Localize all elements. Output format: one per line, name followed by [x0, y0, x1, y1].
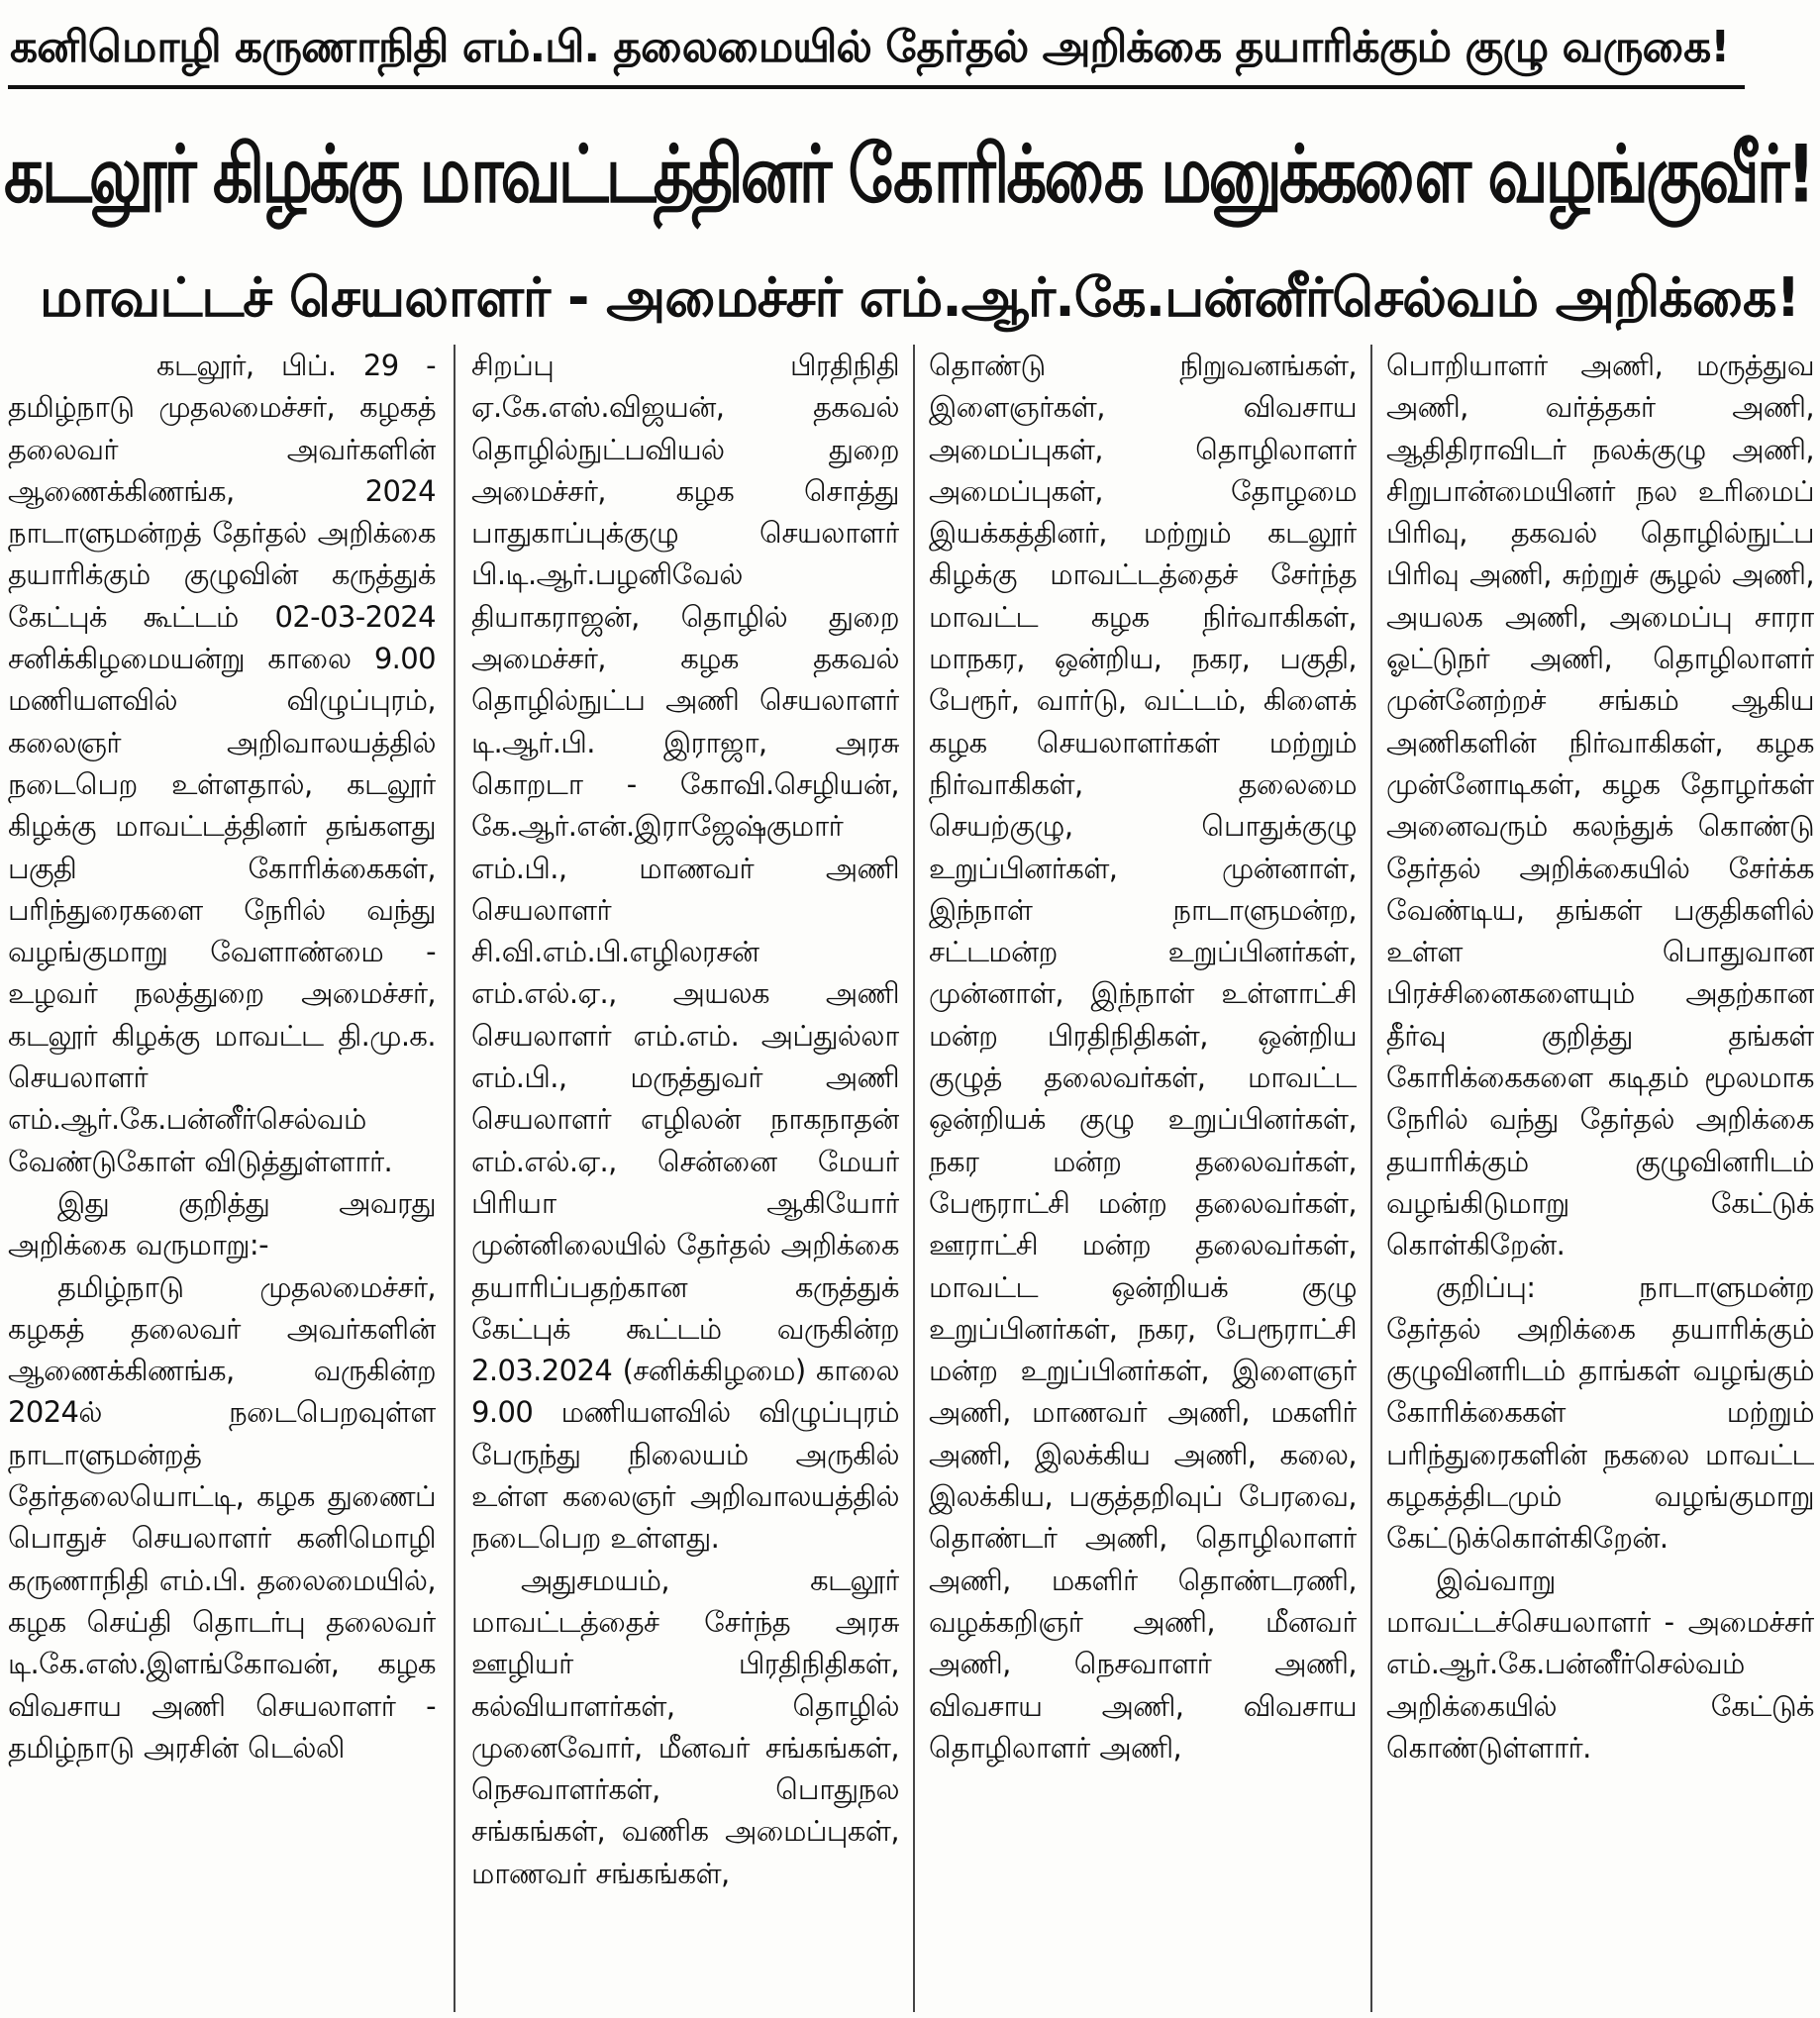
body-paragraph: இது குறித்து அவரது அறிக்கை வருமாறு:-	[8, 1185, 436, 1262]
article-body	[8, 345, 1816, 2012]
column-divider	[913, 345, 915, 2012]
column-1	[8, 345, 436, 2012]
column-divider	[454, 345, 455, 2012]
body-paragraph: சிறப்பு பிரதிநிதி ஏ.கே.எஸ்.விஜயன், தகவல் தொழில்நுட்பவியல் துறை அமைச்சர், கழக சொத்து பாதுகாப்புக்குழு செயலாளர் பி.டி.ஆர்.பழனிவேல் தியாகராஜன், தொழில் துறை அமைச்சர், கழக தகவல் தொழில்நுட்ப அணி செயலாளர் டி.ஆர்.பி. இராஜா, அரசு கொறடா - கோவி.செழியன், கே.ஆர்.என்.இராஜேஷ்குமார் எம்.பி., மாணவர் அணி செயலாளர் சி.வி.எம்.பி.எழிலரசன் எம்.எல்.ஏ., அயலக அணி செயலாளர் எம்.எம். அப்துல்லா எம்.பி., மருத்துவர் அணி செயலாளர் எழிலன் நாகநாதன் எம்.எல்.ஏ., சென்னை மேயர் பிரியா ஆகியோர் முன்னிலையில் தேர்தல் அறிக்கை தயாரிப்பதற்கான கருத்துக் கேட்புக் கூட்டம் வருகின்ற 2.03.2024 (சனிக்கிழமை) காலை 9.00 மணியளவில் விழுப்புரம் பேருந்து நிலையம் அருகில் உள்ள கலைஞர் அறிவாலயத்தில் நடைபெற உள்ளது.	[471, 349, 899, 1556]
body-paragraph: குறிப்பு: நாடாளுமன்ற தேர்தல் அறிக்கை தயாரிக்கும் குழுவினரிடம் தாங்கள் வழங்கும் கோரிக்கைகள் மற்றும் பரிந்துரைகளின் நகலை மாவட்ட கழகத்திடமும் வழங்குமாறு கேட்டுக்கொள்கிறேன்.	[1386, 1269, 1814, 1556]
body-paragraph: பொறியாளர் அணி, மருத்துவ அணி, வர்த்தகர் அணி, ஆதிதிராவிடர் நலக்குழு அணி, சிறுபான்மையினர் நல உரிமைப் பிரிவு, தகவல் தொழில்நுட்ப பிரிவு அணி, சுற்றுச் சூழல் அணி, அயலக அணி, அமைப்பு சாரா ஓட்டுநர் அணி, தொழிலாளர் முன்னேற்றச் சங்கம் ஆகிய அணிகளின் நிர்வாகிகள், கழக முன்னோடிகள், கழக தோழர்கள் அனைவரும் கலந்துக் கொண்டு தேர்தல் அறிக்கையில் சேர்க்க வேண்டிய, தங்கள் பகுதிகளில் உள்ள பொதுவான பிரச்சினைகளையும் அதற்கான தீர்வு குறித்து தங்கள் கோரிக்கைகளை கடிதம் மூலமாக நேரில் வந்து தேர்தல் அறிக்கை தயாரிக்கும் குழுவினரிடம் வழங்கிடுமாறு கேட்டுக் கொள்கிறேன்.	[1386, 349, 1814, 1262]
main-headline: கடலூர் கிழக்கு மாவட்டத்தினர் கோரிக்கை மனுக்களை வழங்குவீர்!	[4, 129, 1813, 222]
column-2	[471, 345, 899, 2012]
body-paragraph: தமிழ்நாடு முதலமைச்சர், கழகத் தலைவர் அவர்களின் ஆணைக்கிணங்க, வருகின்ற 2024ல் நடைபெறவுள்ள நாடாளுமன்றத் தேர்தலையொட்டி, கழக துணைப் பொதுச் செயலாளர் கனிமொழி கருணாநிதி எம்.பி. தலைமையில், கழக செய்தி தொடர்பு தலைவர் டி.கே.எஸ்.இளங்கோவன், கழக விவசாய அணி செயலாளர் - தமிழ்நாடு அரசின் டெல்லி	[8, 1269, 436, 1765]
column-4	[1386, 345, 1814, 2012]
column-3	[929, 345, 1357, 2012]
kicker-headline: கனிமொழி கருணாநிதி எம்.பி. தலைமையில் தேர்தல் அறிக்கை தயாரிக்கும் குழு வருகை!	[10, 22, 1730, 72]
body-paragraph: அதுசமயம், கடலூர் மாவட்டத்தைச் சேர்ந்த அரசு ஊழியர் பிரதிநிதிகள், கல்வியாளர்கள், தொழில் முனைவோர், மீனவர் சங்கங்கள், நெசவாளர்கள், பொதுநல சங்கங்கள், வணிக அமைப்புகள், மாணவர் சங்கங்கள்,	[471, 1563, 899, 1890]
body-paragraph: தொண்டு நிறுவனங்கள், இளைஞர்கள், விவசாய அமைப்புகள், தொழிலாளர் அமைப்புகள், தோழமை இயக்கத்தினர், மற்றும் கடலூர் கிழக்கு மாவட்டத்தைச் சேர்ந்த மாவட்ட கழக நிர்வாகிகள், மாநகர, ஒன்றிய, நகர, பகுதி, பேரூர், வார்டு, வட்டம், கிளைக் கழக செயலாளர்கள் மற்றும் நிர்வாகிகள், தலைமை செயற்குழு, பொதுக்குழு உறுப்பினர்கள், முன்னாள், இந்நாள் நாடாளுமன்ற, சட்டமன்ற உறுப்பினர்கள், முன்னாள், இந்நாள் உள்ளாட்சி மன்ற பிரதிநிதிகள், ஒன்றிய குழுத் தலைவர்கள், மாவட்ட ஒன்றியக் குழு உறுப்பினர்கள், நகர மன்ற தலைவர்கள், பேரூராட்சி மன்ற தலைவர்கள், ஊராட்சி மன்ற தலைவர்கள், மாவட்ட ஒன்றியக் குழு உறுப்பினர்கள், நகர, பேரூராட்சி மன்ற உறுப்பினர்கள், இளைஞர் அணி, மாணவர் அணி, மகளிர் அணி, இலக்கிய அணி, கலை, இலக்கிய, பகுத்தறிவுப் பேரவை, தொண்டர் அணி, தொழிலாளர் அணி, மகளிர் தொண்டரணி, வழக்கறிஞர் அணி, மீனவர் அணி, நெசவாளர் அணி, விவசாய அணி, விவசாய தொழிலாளர் அணி,	[929, 349, 1357, 1765]
column-divider	[1370, 345, 1372, 2012]
body-paragraph: கடலூர், பிப். 29 - தமிழ்நாடு முதலமைச்சர், கழகத் தலைவர் அவர்களின் ஆணைக்கிணங்க, 2024 நாடாளுமன்றத் தேர்தல் அறிக்கை தயாரிக்கும் குழுவின் கருத்துக் கேட்புக் கூட்டம் 02-03-2024 சனிக்கிழமையன்று காலை 9.00 மணியளவில் விழுப்புரம், கலைஞர் அறிவாலயத்தில் நடைபெற உள்ளதால், கடலூர் கிழக்கு மாவட்டத்தினர் தங்களது பகுதி கோரிக்கைகள், பரிந்துரைகளை நேரில் வந்து வழங்குமாறு வேளாண்மை - உழவர் நலத்துறை அமைச்சர், கடலூர் கிழக்கு மாவட்ட தி.மு.க. செயலாளர் எம்.ஆர்.கே.பன்னீர்செல்வம் வேண்டுகோள் விடுத்துள்ளார்.	[8, 349, 436, 1178]
subheadline: மாவட்டச் செயலாளர் - அமைச்சர் எம்.ஆர்.கே.பன்னீர்செல்வம் அறிக்கை!	[40, 266, 1800, 329]
body-paragraph: இவ்வாறு மாவட்டச்செயலாளர் - அமைச்சர் எம்.ஆர்.கே.பன்னீர்செல்வம் அறிக்கையில் கேட்டுக் கொண்டுள்ளார்.	[1386, 1563, 1814, 1765]
